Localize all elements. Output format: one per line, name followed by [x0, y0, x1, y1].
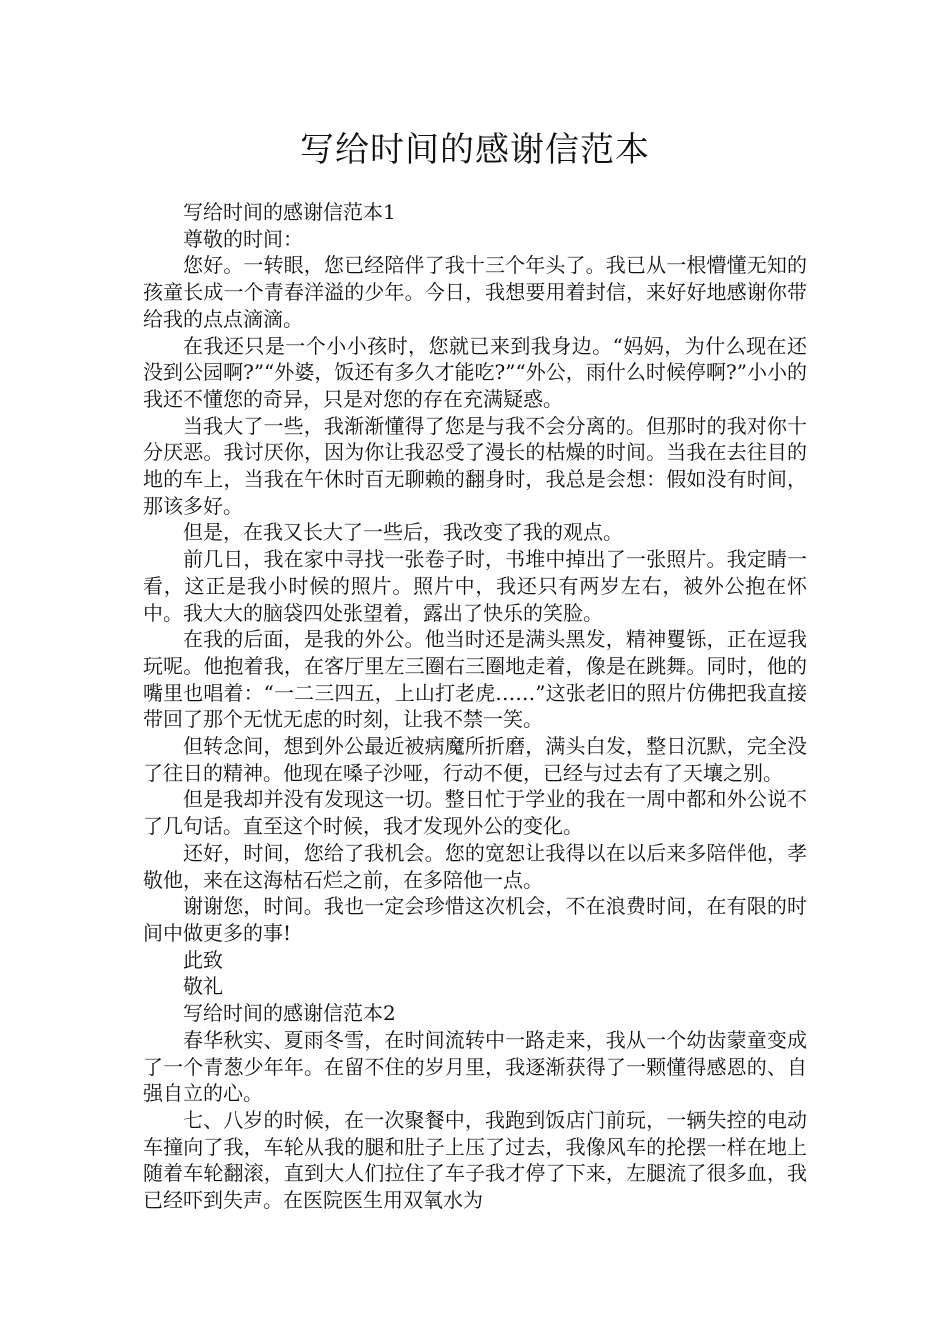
paragraph: 写给时间的感谢信范本1 — [183, 200, 396, 224]
paragraph: 春华秋实、夏雨冬雪，在时间流转中一路走来，我从一个幼齿蒙童变成了一个青葱少年年。在留不住的岁月里，我逐渐获得了一颗懂得感恩的、自强自立的心。 — [143, 1027, 807, 1106]
paragraph: 尊敬的时间： — [183, 226, 303, 251]
paragraph: 敬礼 — [183, 974, 223, 999]
paragraph: 但是我却并没有发现这一切。整日忙于学业的我在一周中都和外公说不了几句话。直至这个时候，我才发现外公的变化。 — [143, 787, 807, 839]
paragraph: 谢谢您，时间。我也一定会珍惜这次机会，不在浪费时间，在有限的时间中做更多的事! — [143, 894, 807, 945]
paragraph: 但转念间，想到外公最近被病魔所折磨，满头白发，整日沉默，完全没了往日的精神。他现在嗓子沙哑，行动不便，已经与过去有了天壤之别。 — [143, 734, 807, 785]
paragraph: 写给时间的感谢信范本2 — [183, 1001, 396, 1026]
paragraph: 七、八岁的时候，在一次聚餐中，我跑到饭店门前玩，一辆失控的电动车撞向了我，车轮从我的腿和肚子上压了过去，我像风车的抡摆一样在地上随着车轮翻滚，直到大人们拉住了车子我才停了下来，左腿流了很多血，我已经吓到失声。在医院医生用双氧水为 — [143, 1107, 807, 1213]
paragraph: 前几日，我在家中寻找一张卷子时，书堆中掉出了一张照片。我定睛一看，这正是我小时候的照片。照片中，我还只有两岁左右，被外公抱在怀中。我大大的脑袋四处张望着，露出了快乐的笑脸。 — [143, 547, 807, 625]
document-title: 写给时间的感谢信范本 — [300, 130, 650, 170]
paragraph: 您好。一转眼，您已经陪伴了我十三个年头了。我已从一根懵懂无知的孩童长成一个青春洋溢的少年。今日，我想要用着封信，来好好地感谢你带给我的点点滴滴。 — [143, 253, 807, 331]
paragraph: 当我大了一些，我渐渐懂得了您是与我不会分离的。但那时的我对你十分厌恶。我讨厌你，因为你让我忍受了漫长的枯燥的时间。当我在去往目的地的车上，当我在午休时百无聊赖的翻身时，我总是会想：假如没有时间，那该多好。 — [143, 413, 807, 518]
document-body — [143, 199, 807, 1214]
paragraph: 还好，时间，您给了我机会。您的宽恕让我得以在以后来多陪伴他，孝敬他，来在这海枯石烂之前，在多陪他一点。 — [143, 840, 807, 892]
paragraph: 在我还只是一个小小孩时，您就已来到我身边。“妈妈，为什么现在还没到公园啊?”“外婆，饭还有多久才能吃?”“外公，雨什么时候停啊?”小小的我还不懂您的奇异，只是对您的存在充满疑惑。 — [143, 333, 807, 411]
paragraph: 此致 — [183, 947, 223, 972]
paragraph: 但是，在我又长大了一些后，我改变了我的观点。 — [183, 520, 623, 545]
paragraph: 在我的后面，是我的外公。他当时还是满头黑发，精神矍铄，正在逗我玩呢。他抱着我，在客厅里左三圈右三圈地走着，像是在跳舞。同时，他的嘴里也唱着：“一二三四五，上山打老虎……”这张老旧的照片仿佛把我直接带回了那个无忧无虑的时刻，让我不禁一笑。 — [143, 627, 807, 732]
